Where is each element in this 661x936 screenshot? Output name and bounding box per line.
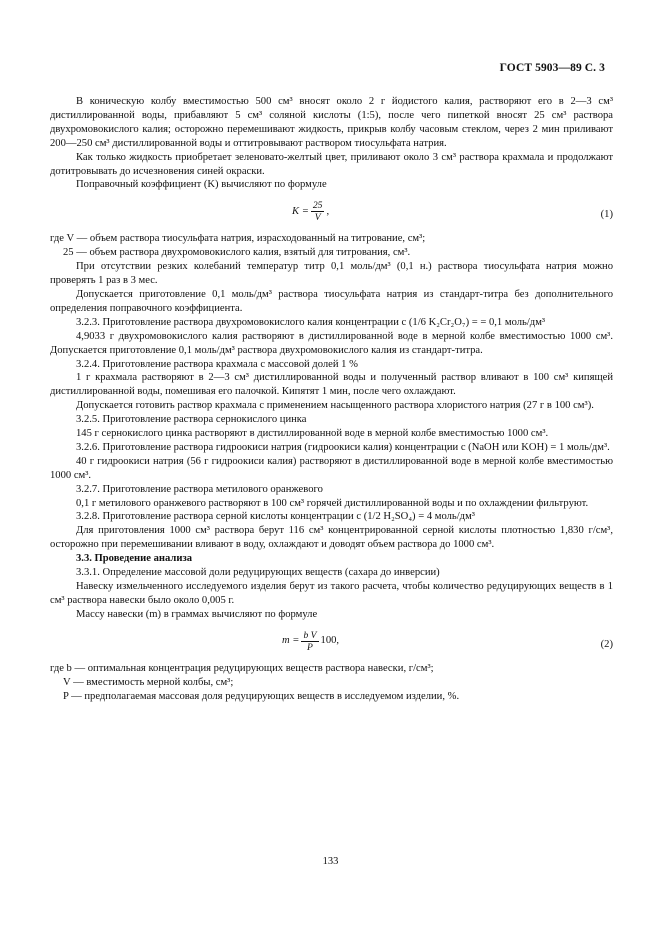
formula-2-denominator: P: [307, 641, 313, 653]
paragraph: Массу навески (m) в граммах вычисляют по формуле: [76, 608, 318, 620]
formula-2-fraction: [301, 630, 318, 653]
paragraph: Допускается готовить раствор крахмала с применением насыщенного раствора хлористого натрия (27 г в 100 см³).: [76, 400, 594, 412]
clause-heading: 3.2.6. Приготовление раствора гидроокиси натрия (гидроокиси калия) концентрации c (NaOH или KOH) = 1 моль/дм³.: [76, 441, 610, 453]
formula-1-fraction: [311, 200, 325, 223]
clause-heading: 3.2.7. Приготовление раствора метилового оранжевого: [76, 483, 323, 495]
formula-2-number: (2): [600, 638, 613, 650]
formula-1-number: (1): [600, 209, 613, 221]
formula-1-denominator: V: [314, 212, 321, 224]
paragraph: Навеску измельченного исследуемого изделия берут из такого расчета, чтобы количество редуцирующих веществ в 1 см³ раствора навески было около 0,005 г.: [50, 581, 613, 606]
paragraph: Допускается приготовление 0,1 моль/дм³ раствора тиосульфата натрия из стандарт-титра без дополнительного определения поправочного коэффициента.: [50, 288, 613, 314]
formula-2-lhs: m =: [282, 635, 300, 647]
formula-2-tail: 100,: [320, 635, 340, 647]
page-number: 133: [322, 856, 339, 867]
where-line: где b — оптимальная концентрация редуцирующих веществ раствора навески, г/см³;: [50, 662, 434, 674]
page-body: [50, 95, 613, 703]
formula-2-numerator: b V: [303, 629, 317, 641]
paragraph: При отсутствии резких колебаний температур титр 0,1 моль/дм³ (0,1 н.) раствора тиосульфата натрия можно проверять 1 раз в 3 мес.: [50, 261, 613, 287]
where-line: где V — объем раствора тиосульфата натрия, израсходованный на титрование, см³;: [50, 233, 426, 245]
where-line: V — вместимость мерной колбы, см³;: [63, 676, 234, 688]
paragraph: В коническую колбу вместимостью 500 см³ вносят около 2 г йодистого калия, растворяют его в 2—3 см³ дистиллированной воды, прибавляют 5 см³ соляной кислоты (1:5), после чего пипеткой вносят 25 см³ раствора двухромовокислого калия; осторожно перемешивают жидкость, прикрыв колбу часовым стеклом, через 2 мин приливают 200—250 см³ дистиллированной воды и оттитровывают раствором тиосульфата натрия.: [50, 96, 613, 149]
paragraph: 4,9033 г двухромовокислого калия растворяют в дистиллированной воде в мерной колбе вместимостью 1000 см³. Допускается приготовление 0,1 моль/дм³ раствора двухромовокислого калия из стандарт-титра.: [50, 330, 613, 356]
where-line: 25 — объем раствора двухромовокислого калия, взятый для титрования, см³.: [63, 247, 411, 259]
paragraph: Поправочный коэффициент (K) вычисляют по формуле: [76, 179, 327, 191]
clause-heading: 3.2.5. Приготовление раствора сернокислого цинка: [76, 414, 307, 426]
running-header: ГОСТ 5903—89 С. 3: [499, 62, 605, 74]
formula-2: [50, 622, 613, 662]
clause-heading: 3.2.4. Приготовление раствора крахмала с массовой долей 1 %: [76, 358, 358, 370]
clause-heading: 3.3.1. Определение массовой доли редуцирующих веществ (сахара до инверсии): [76, 567, 440, 579]
formula-1-lhs: K =: [292, 205, 309, 217]
where-line: P — предполагаемая массовая доля редуцирующих веществ в исследуемом изделии, %.: [63, 690, 460, 702]
paragraph: 1 г крахмала растворяют в 2—3 см³ дистиллированной воды и полученный раствор вливают в 100 см³ кипящей дистиллированной воды, помешивая его палочкой. Кипятят 1 мин, после чего охлаждают.: [50, 372, 613, 398]
clause-heading: 3.2.3. Приготовление раствора двухромовокислого калия концентрации c (1/6 K₂Cr₂O₇) = = 0,1 моль/дм³: [76, 316, 546, 328]
paragraph: Как только жидкость приобретает зеленовато-желтый цвет, приливают около 3 см³ раствора крахмала и продолжают дотитровывать до исчезновения синей окраски.: [50, 151, 613, 177]
paragraph: 0,1 г метилового оранжевого растворяют в 100 см³ горячей дистиллированной воды и по охлаждении фильтруют.: [76, 497, 589, 509]
section-title: 3.3. Проведение анализа: [76, 553, 192, 565]
formula-1-tail: ,: [326, 205, 330, 217]
formula-1: [50, 192, 613, 232]
formula-1-numerator: 25: [312, 200, 323, 212]
clause-heading: 3.2.8. Приготовление раствора серной кислоты концентрации c (1/2 H₂SO₄) = 4 моль/дм³: [76, 511, 475, 523]
paragraph: 40 г гидроокиси натрия (56 г гидроокиси калия) растворяют в дистиллированной воде в мерной колбе вместимостью 1000 см³.: [50, 455, 613, 481]
paragraph: Для приготовления 1000 см³ раствора берут 116 см³ концентрированной серной кислоты плотностью 1,830 г/см³, осторожно при перемешивании вливают в воду, охлаждают и доводят объем раствора до 1000 см³.: [50, 525, 613, 551]
paragraph: 145 г сернокислого цинка растворяют в дистиллированной воде в мерной колбе вместимостью 1000 см³.: [76, 428, 549, 440]
